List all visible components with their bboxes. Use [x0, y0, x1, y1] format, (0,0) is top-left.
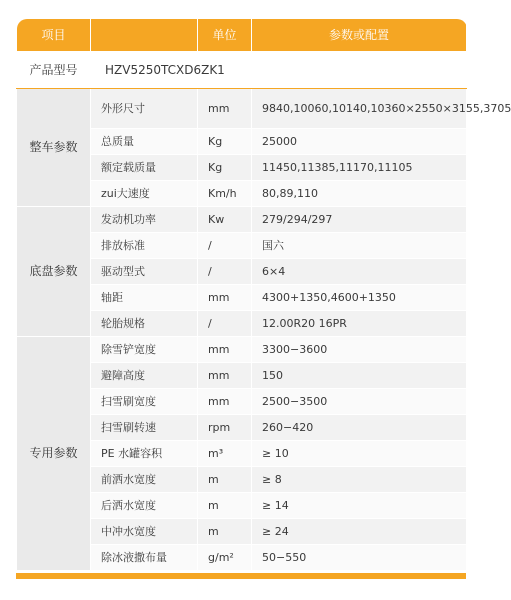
param-unit: /: [198, 233, 252, 259]
model-label: 产品型号: [17, 52, 91, 89]
group-label: 整车参数: [17, 89, 91, 207]
table-row: [17, 207, 467, 233]
param-value: 260−420: [252, 415, 467, 441]
param-name: 驱动型式: [91, 259, 198, 285]
param-unit: m: [198, 519, 252, 545]
header-param: 参数或配置: [252, 19, 467, 52]
param-value: 279/294/297: [252, 207, 467, 233]
param-name: 外形尺寸: [91, 89, 198, 129]
model-row: [17, 52, 467, 89]
param-name: zui大速度: [91, 181, 198, 207]
table-row: [17, 337, 467, 363]
param-unit: mm: [198, 89, 252, 129]
spec-table: [16, 18, 511, 571]
param-name: 额定载质量: [91, 155, 198, 181]
group-label: 底盘参数: [17, 207, 91, 337]
param-value: 3300−3600: [252, 337, 467, 363]
param-unit: rpm: [198, 415, 252, 441]
param-value: ≥ 14: [252, 493, 467, 519]
param-name: PE 水罐容积: [91, 441, 198, 467]
param-unit: /: [198, 259, 252, 285]
bottom-accent-bar: [16, 573, 466, 579]
param-unit: Kg: [198, 155, 252, 181]
param-value: 4300+1350,4600+1350: [252, 285, 467, 311]
param-value: 12.00R20 16PR: [252, 311, 467, 337]
param-value: ≥ 10: [252, 441, 467, 467]
param-name: 后洒水宽度: [91, 493, 198, 519]
param-value: 6×4: [252, 259, 467, 285]
param-name: 避障高度: [91, 363, 198, 389]
param-value: ≥ 24: [252, 519, 467, 545]
param-unit: mm: [198, 285, 252, 311]
param-unit: g/m²: [198, 545, 252, 571]
param-value: ≥ 8: [252, 467, 467, 493]
param-value: 150: [252, 363, 467, 389]
param-name: 扫雪刷转速: [91, 415, 198, 441]
param-name: 总质量: [91, 129, 198, 155]
spec-table-container: [16, 18, 511, 579]
param-name: 扫雪刷宽度: [91, 389, 198, 415]
param-unit: m: [198, 467, 252, 493]
param-value: 2500−3500: [252, 389, 467, 415]
model-value: HZV5250TCXD6ZK1: [91, 52, 467, 89]
param-unit: /: [198, 311, 252, 337]
param-unit: Km/h: [198, 181, 252, 207]
param-value: 11450,11385,11170,11105: [252, 155, 467, 181]
param-unit: mm: [198, 363, 252, 389]
param-value: 9840,10060,10140,10360×2550×3155,3705: [252, 89, 467, 129]
param-unit: m: [198, 493, 252, 519]
param-name: 排放标准: [91, 233, 198, 259]
param-name: 轮胎规格: [91, 311, 198, 337]
param-value: 80,89,110: [252, 181, 467, 207]
table-row: [17, 89, 467, 129]
header-unit: 单位: [198, 19, 252, 52]
param-name: 前洒水宽度: [91, 467, 198, 493]
param-value: 国六: [252, 233, 467, 259]
table-header-row: [17, 19, 467, 52]
group-label: 专用参数: [17, 337, 91, 571]
param-value: 50−550: [252, 545, 467, 571]
param-name: 发动机功率: [91, 207, 198, 233]
param-name: 轴距: [91, 285, 198, 311]
param-name: 中冲水宽度: [91, 519, 198, 545]
param-unit: mm: [198, 389, 252, 415]
header-item: 项目: [17, 19, 91, 52]
param-unit: mm: [198, 337, 252, 363]
param-name: 除冰液撒布量: [91, 545, 198, 571]
header-blank: [91, 19, 198, 52]
param-unit: Kw: [198, 207, 252, 233]
param-unit: Kg: [198, 129, 252, 155]
param-name: 除雪铲宽度: [91, 337, 198, 363]
param-unit: m³: [198, 441, 252, 467]
param-value: 25000: [252, 129, 467, 155]
